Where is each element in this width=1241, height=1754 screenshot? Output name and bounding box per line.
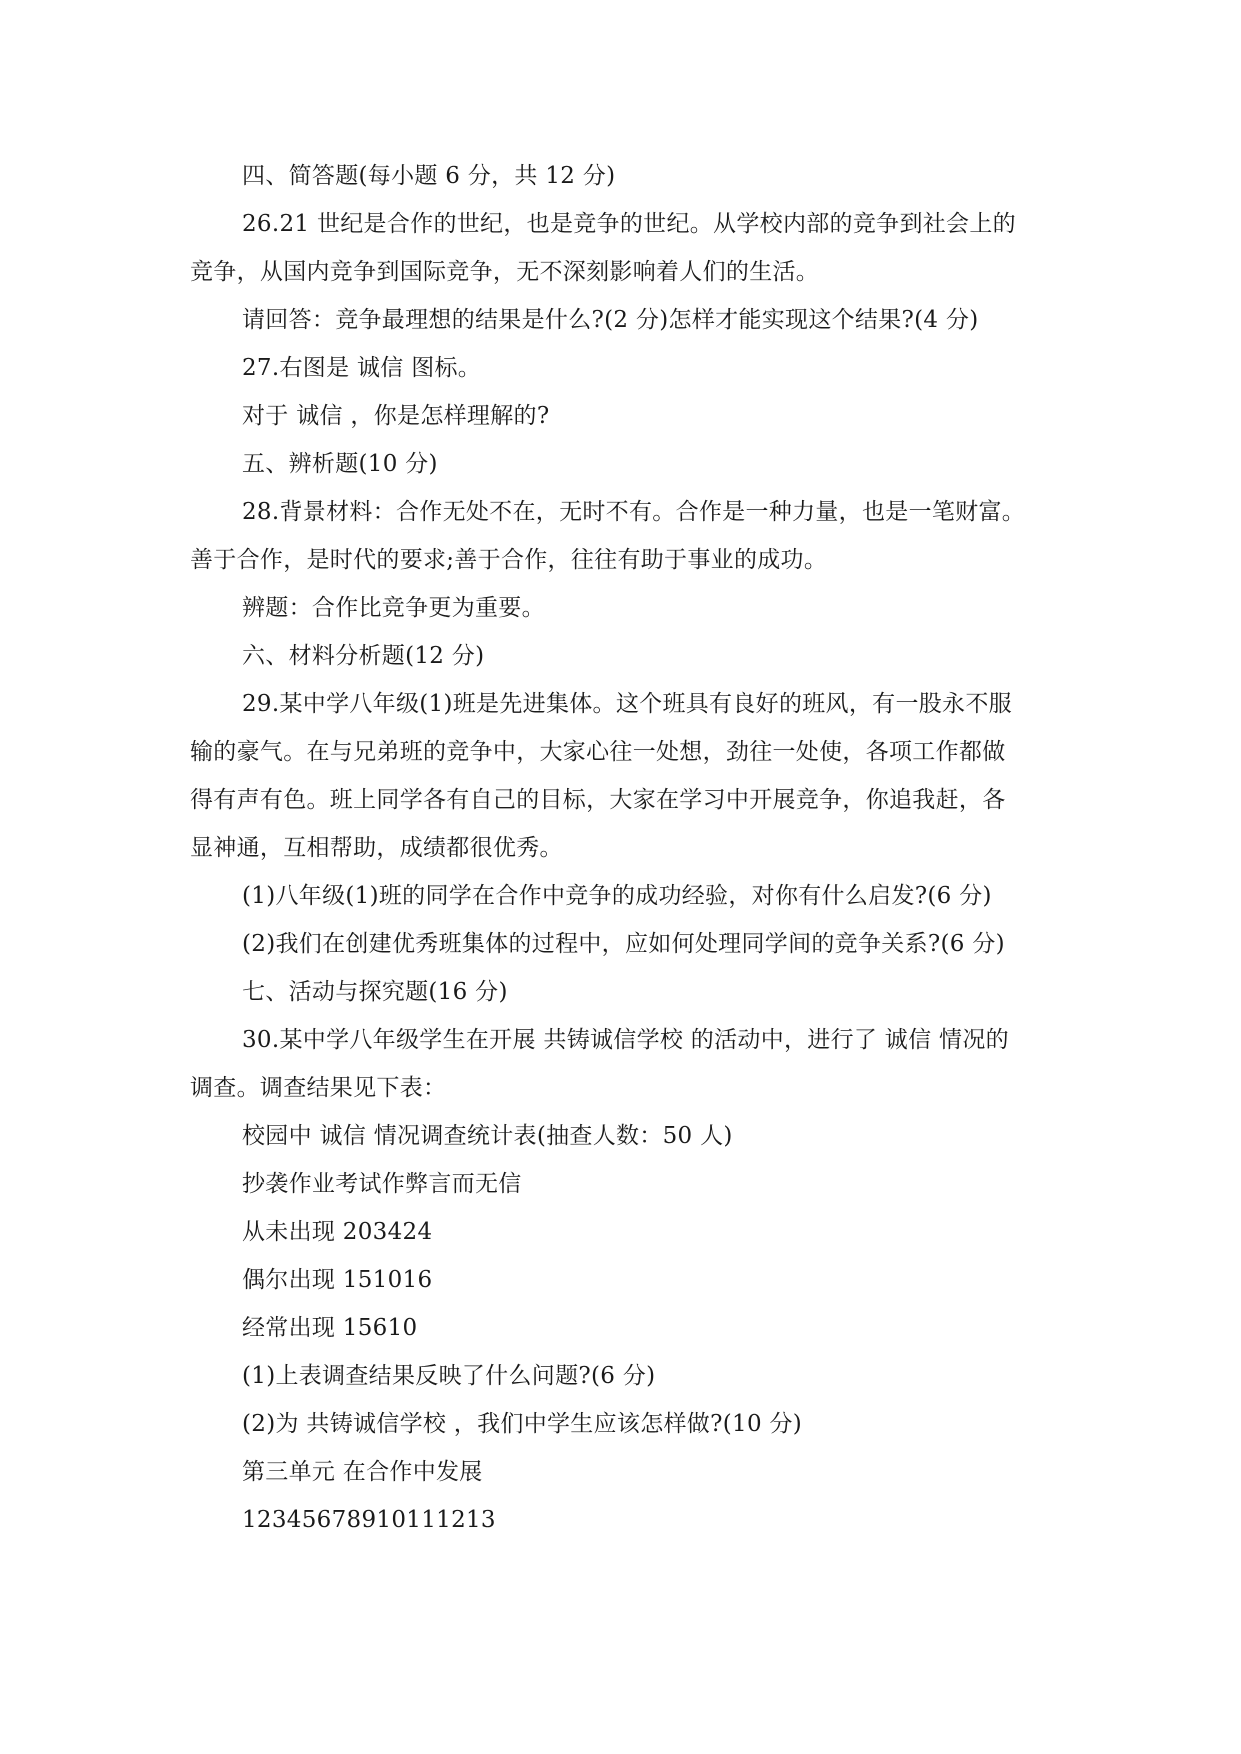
survey-table-title: 校园中 诚信 情况调查统计表(抽查人数：50 人): [242, 1123, 733, 1149]
survey-row-never: 从未出现 203424: [242, 1219, 433, 1245]
question-29-part-2: (2)我们在创建优秀班集体的过程中，应如何处理同学间的竞争关系?(6 分): [242, 931, 1005, 957]
question-26-prompt: 请回答：竞争最理想的结果是什么?(2 分)怎样才能实现这个结果?(4 分): [242, 307, 979, 333]
section-7-heading: 七、活动与探究题(16 分): [242, 979, 508, 1005]
question-27-line-1: 27.右图是 诚信 图标。: [242, 355, 482, 381]
question-27-line-2: 对于 诚信 ，你是怎样理解的?: [242, 403, 550, 429]
question-28-line-2: 善于合作，是时代的要求;善于合作，往往有助于事业的成功。: [190, 547, 828, 573]
question-29-line-4: 显神通，互相帮助，成绩都很优秀。: [190, 835, 563, 861]
question-30-part-1: (1)上表调查结果反映了什么问题?(6 分): [242, 1363, 656, 1389]
question-28-topic: 辨题：合作比竞争更为重要。: [242, 595, 545, 621]
question-29-line-1: 29.某中学八年级(1)班是先进集体。这个班具有良好的班风，有一股永不服: [242, 691, 1012, 717]
survey-table-header: 抄袭作业考试作弊言而无信: [242, 1171, 522, 1197]
question-26-line-1: 26.21 世纪是合作的世纪，也是竞争的世纪。从学校内部的竞争到社会上的: [242, 211, 1016, 237]
question-28-line-1: 28.背景材料：合作无处不在，无时不有。合作是一种力量，也是一笔财富。: [242, 499, 1026, 525]
number-sequence: 12345678910111213: [242, 1507, 496, 1533]
section-4-heading: 四、简答题(每小题 6 分，共 12 分): [242, 163, 616, 189]
question-26-line-2: 竞争，从国内竞争到国际竞争，无不深刻影响着人们的生活。: [190, 259, 820, 285]
unit-3-heading: 第三单元 在合作中发展: [242, 1459, 483, 1485]
question-29-part-1: (1)八年级(1)班的同学在合作中竞争的成功经验，对你有什么启发?(6 分): [242, 883, 992, 909]
question-30-line-2: 调查。调查结果见下表：: [190, 1075, 447, 1101]
question-29-line-3: 得有声有色。班上同学各有自己的目标，大家在学习中开展竞争，你追我赶，各: [190, 787, 1006, 813]
survey-row-often: 经常出现 15610: [242, 1315, 418, 1341]
survey-row-occasionally: 偶尔出现 151016: [242, 1267, 433, 1293]
question-30-line-1: 30.某中学八年级学生在开展 共铸诚信学校 的活动中，进行了 诚信 情况的: [242, 1027, 1009, 1053]
section-6-heading: 六、材料分析题(12 分): [242, 643, 485, 669]
section-5-heading: 五、辨析题(10 分): [242, 451, 438, 477]
question-30-part-2: (2)为 共铸诚信学校 ，我们中学生应该怎样做?(10 分): [242, 1411, 803, 1437]
question-29-line-2: 输的豪气。在与兄弟班的竞争中，大家心往一处想，劲往一处使，各项工作都做: [190, 739, 1006, 765]
